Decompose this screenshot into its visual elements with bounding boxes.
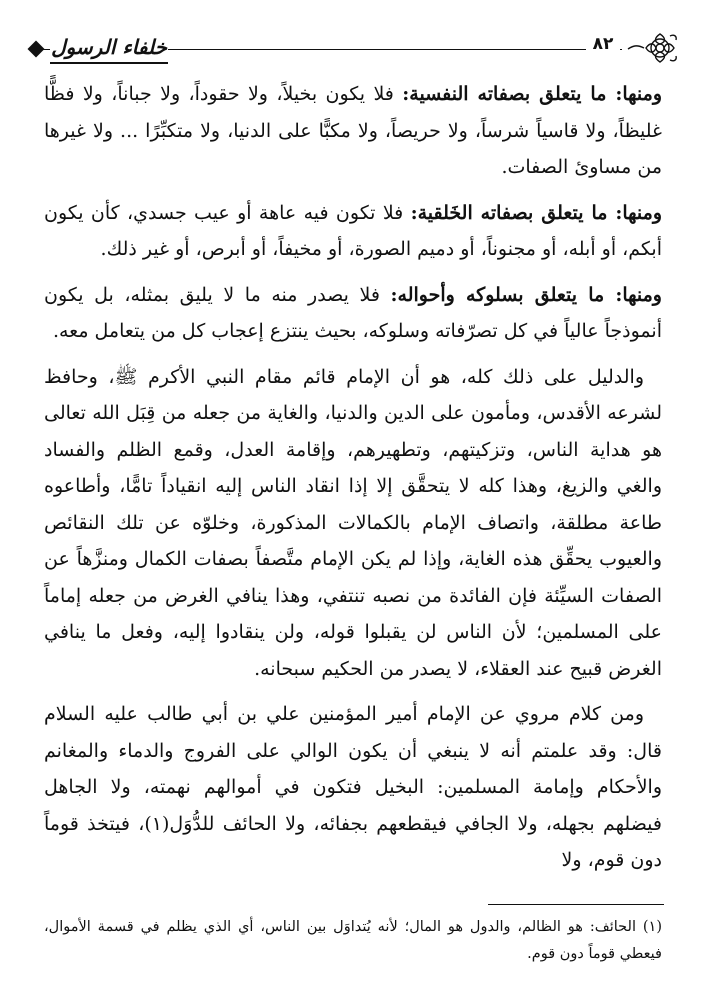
running-header	[28, 30, 680, 70]
paragraph-text: فلا يكون بخيلاً، ولا حقوداً، ولا جباناً، ولا فظًّا غليظاً، ولا قاسياً شرساً، ولا حريصاً، ولا مكبًّا على الدنيا، ولا متكبِّرًا ... ولا غيرها من مساوئ الصفات.	[44, 83, 662, 178]
paragraph-psychological-traits	[44, 76, 662, 186]
paragraph-conduct	[44, 277, 662, 350]
paragraph-text: فلا يصدر منه ما لا يليق بمثله، بل يكون أنموذجاً عالياً في كل تصرّفاته وسلوكه، بحيث ينتزع إعجاب كل من يتعامل معه.	[44, 283, 662, 342]
paragraph-quotation	[44, 696, 662, 879]
paragraph-lead: ومنها: ما يتعلق بصفاته النفسية:	[402, 83, 662, 105]
paragraph-text: ومن كلام مروي عن الإمام أمير المؤمنين علي بن أبي طالب عليه السلام قال: وقد علمتم أنه لا ينبغي أن يكون الوالي على الفروج والدماء والمغانم والأحكام وإمامة المسلمين: البخيل فتكون في أموالهم نهمته، ولا الجاهل فيضلهم بجهله، ولا الجافي فيقطعهم بجفائه، ولا الحائف للدُّوَل(١)، فيتخذ قوماً دون قوم، ولا	[44, 703, 663, 871]
paragraph-lead: ومنها: ما يتعلق بسلوكه وأحواله:	[390, 283, 662, 306]
diamond-ornament-icon	[28, 41, 45, 58]
footnote: (١) الحائف: هو الظالم، والدول هو المال؛ لأنه يُتداوَل بين الناس، أي الذي يظلم في قسمة الأموال، فيعطي قوماً دون قوم.	[44, 919, 662, 962]
running-title: خلفاء الرسول	[50, 32, 168, 64]
footnote-separator	[488, 904, 664, 905]
paragraph-text: فلا تكون فيه عاهة أو عيب جسدي، كأن يكون أبكم، أو أبله، أو مجنوناً، أو دميم الصورة، أو مخيفاً، أو أبرص، أو غير ذلك.	[44, 201, 662, 260]
paragraph-lead: ومنها: ما يتعلق بصفاته الخَلقية:	[410, 201, 662, 224]
body-text	[44, 76, 662, 888]
paragraph-physical-traits	[44, 195, 662, 268]
floral-ornament-icon	[626, 30, 680, 66]
page-number: ٨٢	[586, 34, 620, 54]
paragraph-evidence	[44, 359, 662, 688]
paragraph-text: والدليل على ذلك كله، هو أن الإمام قائم مقام النبي الأكرم ﷺ، وحافظ لشرعه الأقدس، ومأمون على الدين والدنيا، والغاية من جعله من قِبَل الله تعالى هو هداية الناس، وتزكيتهم، وتطهيرهم، وإقامة العدل، وقمع الظلم والفساد والغي والزيغ، وهذا كله لا يتحقَّق إلا إذا انقاد الناس إليه انقياداً تامًّا، وأطاعوه طاعة مطلقة، واتصاف الإمام بالكمالات المذكورة، وخلوّه عن تلك النقائص والعيوب يحقِّق هذه الغاية، وإذا لم يكن الإمام متَّصفاً بصفات الكمال ومنزَّهاً عن الصفات السيِّئة فإن الفائدة من نصبه تنتفي، وهذا ينافي الغرض من جعله إماماً على المسلمين؛ لأن الناس لن يقبلوا قوله، ولن ينقادوا إليه، وفعل ما ينافي الغرض قبيح عند العقلاء، لا يصدر من الحكيم سبحانه.	[44, 365, 662, 680]
